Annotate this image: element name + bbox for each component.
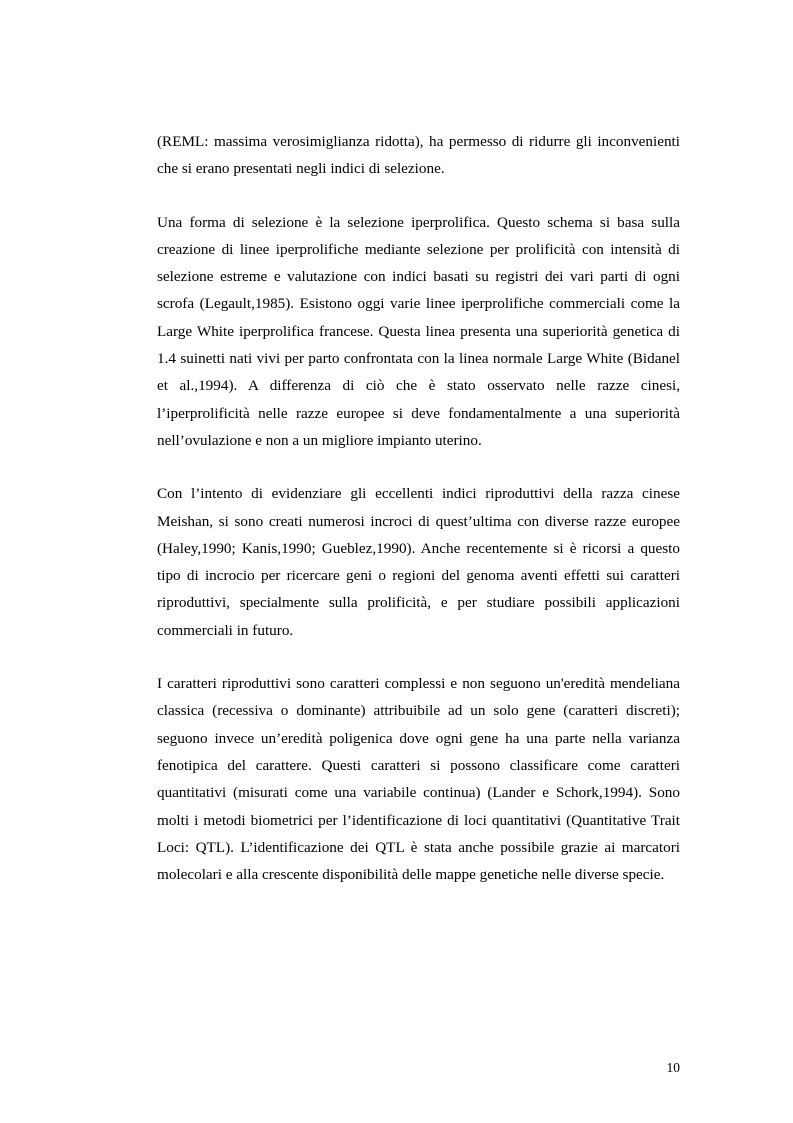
paragraph-reml: (REML: massima verosimiglianza ridotta), ha permesso di ridurre gli inconvenienti che si erano presentati negli indici di selezione. [157,133,680,178]
page-body [157,128,680,914]
page-number: 10 [666,1060,680,1075]
paragraph-incroci-meishan: Con l’intento di evidenziare gli eccellenti indici riproduttivi della razza cinese Meishan, si sono creati numerosi incroci di quest’ultima con diverse razze europee (Haley,1990; Kanis,1990; Gueblez,1990). Anche recentemente si è ricorsi a questo tipo di incrocio per ricercare geni o regioni del genoma aventi effetti sui caratteri riproduttivi, specialmente sulla prolificità, e per studiare possibili applicazioni commerciali in futuro. [157,485,680,639]
paragraph-caratteri-riproduttivi: I caratteri riproduttivi sono caratteri complessi e non seguono un'eredità mendeliana classica (recessiva o dominante) attribuibile ad un solo gene (caratteri discreti); seguono invece un’eredità poligenica dove ogni gene ha una parte nella varianza fenotipica del carattere. Questi caratteri si possono classificare come caratteri quantitativi (misurati come una variabile continua) (Lander e Schork,1994). Sono molti i metodi biometrici per l’identificazione di loci quantitativi (Quantitative Trait Loci: QTL). L’identificazione dei QTL è stata anche possibile grazie ai marcatori molecolari e alla crescente disponibilità delle mappe genetiche nelle diverse specie. [157,675,680,884]
paragraph-selezione-iperprolifica: Una forma di selezione è la selezione iperprolifica. Questo schema si basa sulla creazione di linee iperprolifiche mediante selezione per prolificità con intensità di selezione estreme e valutazione con indici basati su registri dei vari parti di ogni scrofa (Legault,1985). Esistono oggi varie linee iperprolifiche commerciali come la Large White iperprolifica francese. Questa linea presenta una superiorità genetica di 1.4 suinetti nati vivi per parto confrontata con la linea normale Large White (Bidanel et al.,1994). A differenza di ciò che è stato osservato nelle razze cinesi, l’iperprolificità nelle razze europee si deve fondamentalmente a una superiorità nell’ovulazione e non a un migliore impianto uterino. [157,213,680,449]
